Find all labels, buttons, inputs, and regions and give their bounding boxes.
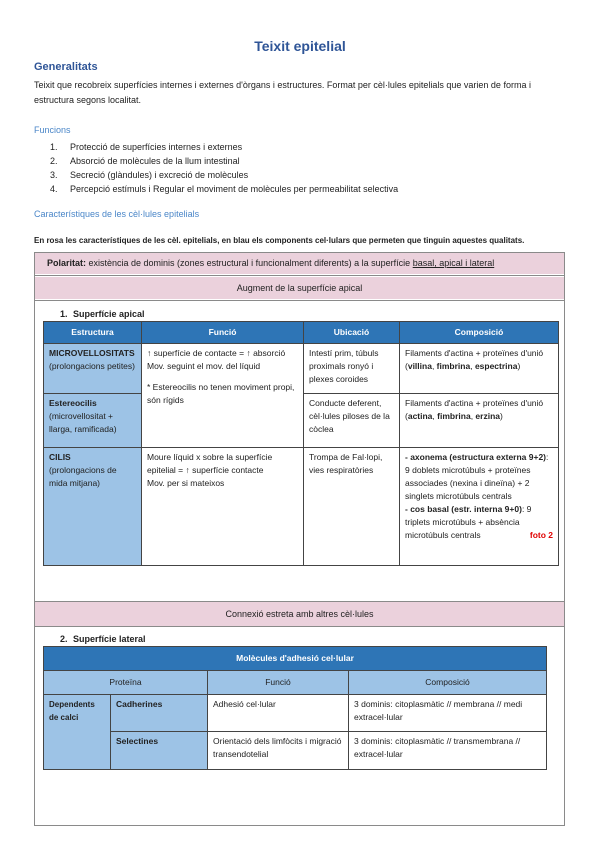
connexio-band: Connexió estreta amb altres cèl·lules	[35, 602, 564, 626]
apical-table	[43, 321, 559, 566]
function-cell: Orientació dels limfòcits i migració transendotelial	[208, 732, 349, 770]
structure-cell: CILIS (prolongacions de mida mitjana)	[44, 448, 142, 566]
list-item: 3. Secreció (glàndules) i excreció de molècules	[50, 170, 249, 180]
augment-band: Augment de la superfície apical	[35, 277, 564, 299]
caracteristiques-heading: Característiques de les cèl·lules epitelials	[34, 209, 200, 219]
color-legend-note: En rosa les característiques de les cèl. epitelials, en blau els components cel·lulars que permeten que tinguin aquestes qualitats.	[34, 236, 525, 245]
table-title: Molècules d'adhesió cel·lular	[44, 647, 547, 671]
protein-cell: Cadherines	[111, 695, 208, 732]
funcions-heading: Funcions	[34, 125, 71, 135]
table-row	[44, 448, 559, 566]
list-item: 4. Percepció estímuls i Regular el moviment de molècules per permeabilitat selectiva	[50, 184, 399, 194]
table-row	[44, 732, 547, 770]
polaritat-band: Polaritat: existència de dominis (zones estructural i funcionalment diferents) a la superfície basal, apical i lateral	[35, 253, 564, 274]
table-row	[44, 344, 559, 394]
col-header: Funció	[142, 322, 304, 344]
composition-cell: 3 dominis: citoplasmàtic // membrana // medi extracel·lular	[349, 695, 547, 732]
protein-cell: Selectines	[111, 732, 208, 770]
structure-cell: Estereocilis (microvellositat + llarga, ramificada)	[44, 394, 142, 448]
page-title: Teixit epitelial	[254, 38, 346, 54]
col-header: Estructura	[44, 322, 142, 344]
group-cell: Dependents de calci	[44, 695, 111, 770]
adhesion-table	[43, 646, 547, 770]
list-item: 2. Absorció de molècules de la llum intestinal	[50, 156, 240, 166]
col-header: Ubicació	[304, 322, 400, 344]
location-cell: Conducte deferent, cèl·lules piloses de la còclea	[304, 394, 400, 448]
table-row	[44, 695, 547, 732]
apical-subheading: 1. Superfície apical	[60, 309, 145, 319]
table-header-row	[44, 322, 559, 344]
location-cell: Trompa de Fal·lopi, vies respiratòries	[304, 448, 400, 566]
funcions-list	[50, 140, 398, 196]
composition-cell: - axonema (estructura externa 9+2): 9 doblets microtúbuls + proteïnes associades (nexina i dineïna) + 2 singlets microtúbuls centrals - cos basal (estr. interna 9+0): 9 triplets microtúbuls + absència microtúbuls centrals foto 2	[400, 448, 559, 566]
function-cell: Moure líquid x sobre la superfície epitelial = ↑ superfície contacte Mov. per si mateixos	[142, 448, 304, 566]
generalitats-text: Teixit que recobreix superfícies internes i externes d'òrgans i estructures. Format per cèl·lules epitelials que varien de forma i estructura segons localitat.	[34, 80, 531, 105]
divider	[35, 275, 564, 276]
col-header: Composició	[349, 671, 547, 695]
lateral-subheading: 2. Superfície lateral	[60, 634, 146, 644]
col-header: Proteïna	[44, 671, 208, 695]
photo-reference: foto 2	[529, 530, 553, 540]
col-header: Funció	[208, 671, 349, 695]
structure-cell: MICROVELLOSITATS (prolongacions petites)	[44, 344, 142, 394]
function-cell: ↑ superfície de contacte = ↑ absorció Mov. seguint el mov. del líquid * Estereocilis no tenen moviment propi, són rígids	[142, 344, 304, 448]
divider	[35, 300, 564, 301]
divider	[35, 626, 564, 627]
location-cell: Intestí prim, túbuls proximals ronyó i plexes coroides	[304, 344, 400, 394]
characteristics-frame	[34, 252, 565, 826]
table-header-row	[44, 671, 547, 695]
table-title-row	[44, 647, 547, 671]
composition-cell: Filaments d'actina + proteïnes d'unió (villina, fimbrina, espectrina)	[400, 344, 559, 394]
composition-cell: Filaments d'actina + proteïnes d'unió (actina, fimbrina, erzina)	[400, 394, 559, 448]
col-header: Composició	[400, 322, 559, 344]
list-item: 1. Protecció de superfícies internes i externes	[50, 142, 243, 152]
generalitats-heading: Generalitats	[34, 61, 98, 73]
composition-cell: 3 dominis: citoplasmàtic // transmembrana // extracel·lular	[349, 732, 547, 770]
function-cell: Adhesió cel·lular	[208, 695, 349, 732]
